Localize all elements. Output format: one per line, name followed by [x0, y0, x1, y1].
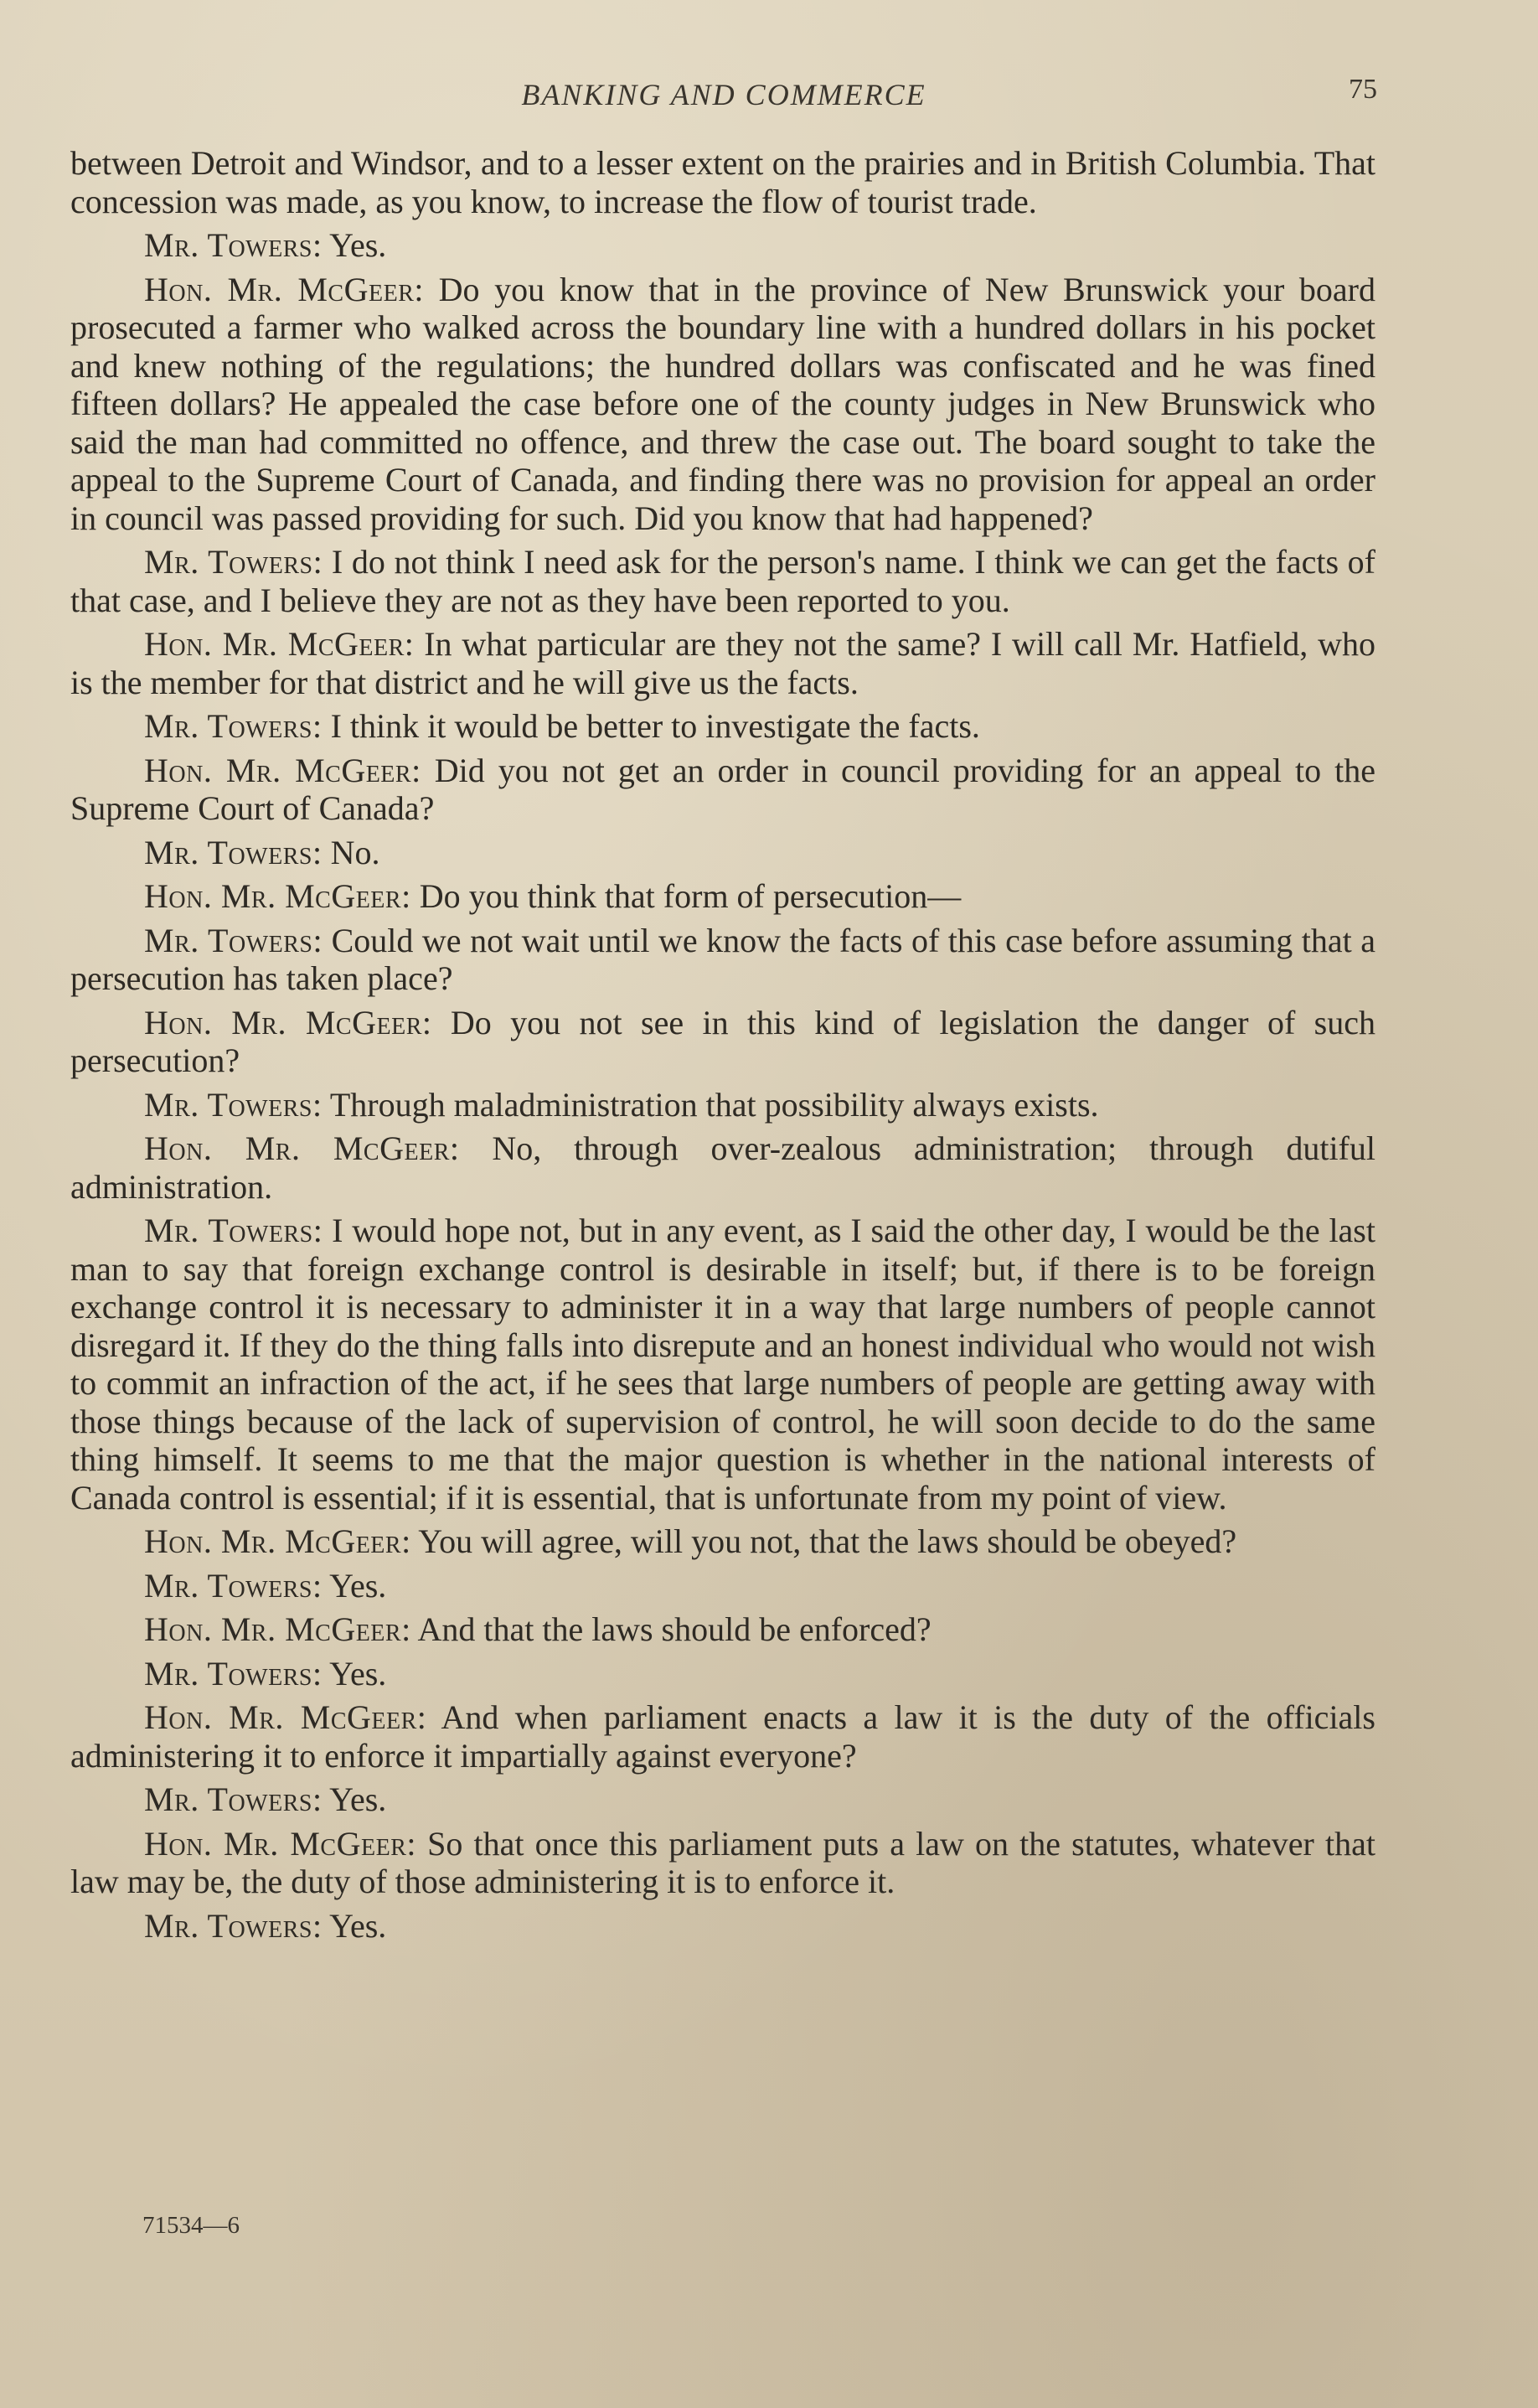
paragraph-text: You will agree, will you not, that the laws should be obeyed?: [410, 1522, 1237, 1560]
paragraph: [70, 1780, 1375, 1819]
paragraph: [70, 834, 1375, 872]
paragraph-text: Do you think that form of persecution—: [410, 877, 962, 915]
paragraph-text: Through maladministration that possibility always exists.: [322, 1085, 1099, 1124]
paragraph-text: Did you not get an order in council providing for an appeal to the Supreme Court of Canada?: [70, 751, 1375, 827]
paragraph-text: I would hope not, but in any event, as I said the other day, I would be the last man to say that foreign exchange control is desirable in itself; but, if there is to be foreign exchange control it is necessary to administer it in a way that large numbers of people cannot disregard it. If they do the thing falls into disrepute and an honest individual who would not wish to commit an infraction of the act, if he sees that large numbers of people are getting away with those things because of the lack of supervision of control, he will soon decide to do the same thing himself. It seems to me that the major question is whether in the national interests of Canada control is essential; if it is essential, that is unfortunate from my point of view.: [70, 1212, 1375, 1517]
paragraph-text: In what particular are they not the same? I will call Mr. Hatfield, who is the member for that district and he will give us the facts.: [70, 625, 1375, 701]
paragraph-text: So that once this parliament puts a law on the statutes, whatever that law may be, the duty of those administering it is to enforce it.: [70, 1824, 1375, 1900]
paragraph-text: I think it would be better to investigate the facts.: [322, 707, 980, 745]
paragraph: [70, 1825, 1375, 1901]
speaker-label: Mr. Towers:: [144, 707, 323, 745]
paragraph: [70, 1610, 1375, 1649]
speaker-label: Hon. Mr. McGeer:: [144, 1003, 432, 1041]
speaker-label: Mr. Towers:: [144, 543, 323, 581]
paragraph: [70, 271, 1375, 538]
speaker-label: Mr. Towers:: [144, 1906, 323, 1945]
speaker-label: Hon. Mr. McGeer:: [144, 1522, 411, 1560]
paragraph-text: between Detroit and Windsor, and to a lesser extent on the prairies and in British Columbia. That concession was made, as you know, to increase the flow of tourist trade.: [70, 144, 1375, 220]
paragraph: [70, 1004, 1375, 1080]
speaker-label: Mr. Towers:: [144, 1654, 323, 1692]
paragraph-text: And when parliament enacts a law it is the duty of the officials administering it to enforce it impartially against everyone?: [70, 1698, 1375, 1775]
page-number: 75: [1349, 74, 1377, 105]
speaker-label: Mr. Towers:: [144, 921, 323, 959]
speaker-label: Mr. Towers:: [144, 1566, 323, 1604]
speaker-label: Mr. Towers:: [144, 1085, 323, 1124]
paragraph-text: Do you know that in the province of New Brunswick your board prosecuted a farmer who walked across the boundary line with a hundred dollars in his pocket and knew nothing of the regulations; the hundred dollars was confiscated and he was fined fifteen dollars? He appealed the case before one of the county judges in New Brunswick who said the man had committed no offence, and threw the case out. The board sought to take the appeal to the Supreme Court of Canada, and finding there was no provision for appeal an order in council was passed providing for such. Did you know that had happened?: [70, 270, 1375, 537]
speaker-label: Hon. Mr. McGeer:: [144, 1129, 460, 1167]
paragraph: [70, 226, 1375, 265]
paragraph: [70, 707, 1375, 746]
paragraph: [70, 1212, 1375, 1517]
paragraph: [70, 1567, 1375, 1605]
running-head: BANKING AND COMMERCE: [521, 78, 926, 111]
paragraph: [70, 752, 1375, 828]
speaker-label: Hon. Mr. McGeer:: [144, 1824, 416, 1863]
speaker-label: Hon. Mr. McGeer:: [144, 751, 421, 789]
paragraph: [70, 877, 1375, 916]
speaker-label: Mr. Towers:: [144, 833, 323, 871]
paragraph-text: Yes.: [322, 1566, 387, 1604]
paragraph-text: No.: [322, 833, 380, 871]
speaker-label: Mr. Towers:: [144, 1780, 323, 1818]
paragraph-text: No, through over-zealous administration; through dutiful administration.: [70, 1129, 1375, 1206]
speaker-label: Hon. Mr. McGeer:: [144, 270, 424, 308]
speaker-label: Hon. Mr. McGeer:: [144, 1698, 427, 1736]
signature-code: 71534—6: [142, 2212, 240, 2239]
paragraph-text: Do you not see in this kind of legislation the danger of such persecution?: [70, 1003, 1375, 1079]
speaker-label: Hon. Mr. McGeer:: [144, 625, 415, 663]
paragraph-text: Could we not wait until we know the facts of this case before assuming that a persecution has taken place?: [70, 921, 1375, 997]
paragraph: [70, 1522, 1375, 1561]
paragraph-text: Yes.: [322, 1654, 387, 1692]
speaker-label: Mr. Towers:: [144, 1212, 323, 1249]
paragraph-text: I do not think I need ask for the person's name. I think we can get the facts of that case, and I believe they are not as they have been reported to you.: [70, 543, 1375, 619]
page-header: [70, 74, 1377, 124]
speaker-label: Mr. Towers:: [144, 226, 323, 264]
paragraph-text: Yes.: [322, 226, 387, 264]
paragraph: [70, 144, 1375, 220]
paragraph: [70, 543, 1375, 619]
paragraph-text: Yes.: [322, 1906, 387, 1945]
speaker-label: Hon. Mr. McGeer:: [144, 1610, 411, 1648]
paragraph: [70, 1907, 1375, 1946]
paragraph: [70, 1129, 1375, 1206]
speaker-label: Hon. Mr. McGeer:: [144, 877, 411, 915]
transcript-body: [70, 144, 1375, 1951]
paragraph: [70, 1655, 1375, 1693]
paragraph: [70, 922, 1375, 998]
paragraph: [70, 1086, 1375, 1124]
paragraph-text: And that the laws should be enforced?: [410, 1610, 932, 1648]
paragraph: [70, 625, 1375, 701]
paragraph-text: Yes.: [322, 1780, 387, 1818]
paragraph: [70, 1698, 1375, 1775]
